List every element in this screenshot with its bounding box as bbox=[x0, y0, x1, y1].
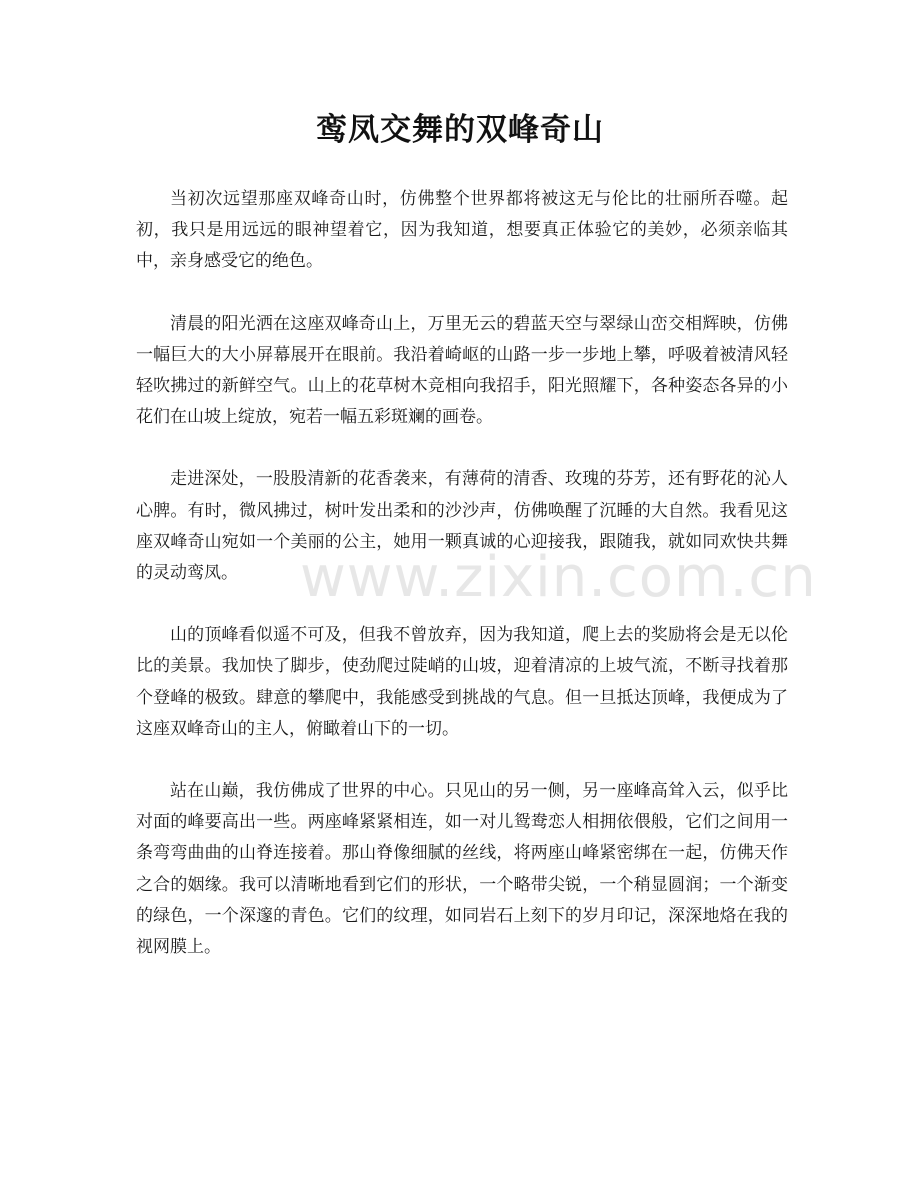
document-title: 鸾凤交舞的双峰奇山 bbox=[316, 112, 604, 148]
paragraph-3: 走进深处，一股股清新的花香袭来，有薄荷的清香、玫瑰的芬芳，还有野花的沁人心脾。有时，微风拂过，树叶发出柔和的沙沙声，仿佛唤醒了沉睡的大自然。我看见这座双峰奇山宛如一个美丽的公主，她用一颗真诚的心迎接我，跟随我，就如同欢快共舞的灵动鸾凤。 bbox=[136, 469, 788, 584]
paragraph-4: 山的顶峰看似遥不可及，但我不曾放弃，因为我知道，爬上去的奖励将会是无以伦比的美景。我加快了脚步，使劲爬过陡峭的山坡，迎着清凉的上坡气流，不断寻找着那个登峰的极致。肆意的攀爬中，我能感受到挑战的气息。但一旦抵达顶峰，我便成为了这座双峰奇山的主人，俯瞰着山下的一切。 bbox=[136, 625, 788, 739]
watermark-text: www.zixin.com.cn bbox=[300, 545, 817, 610]
document-body bbox=[136, 184, 817, 994]
paragraph-2: 清晨的阳光洒在这座双峰奇山上，万里无云的碧蓝天空与翠绿山峦交相辉映，仿佛一幅巨大的大小屏幕展开在眼前。我沿着崎岖的山路一步一步地上攀，呼吸着被清风轻轻吹拂过的新鲜空气。山上的花草树木竞相向我招手，阳光照耀下，各种姿态各异的小花们在山坡上绽放，宛若一幅五彩斑斓的画卷。 bbox=[136, 313, 788, 428]
paragraph-1: 当初次远望那座双峰奇山时，仿佛整个世界都将被这无与伦比的壮丽所吞噬。起初，我只是用远远的眼神望着它，因为我知道，想要真正体验它的美妙，必须亲临其中，亲身感受它的绝色。 bbox=[136, 189, 788, 272]
paragraph-5: 站在山巅，我仿佛成了世界的中心。只见山的另一侧，另一座峰高耸入云，似乎比对面的峰要高出一些。两座峰紧紧相连，如一对儿鸳鸯恋人相拥依偎般，它们之间用一条弯弯曲曲的山脊连接着。那山脊像细腻的丝线，将两座山峰紧密绑在一起，仿佛天作之合的姻缘。我可以清晰地看到它们的形状，一个略带尖锐，一个稍显圆润；一个渐变的绿色，一个深邃的青色。它们的纹理，如同岩石上刻下的岁月印记，深深地烙在我的视网膜上。 bbox=[136, 781, 788, 958]
